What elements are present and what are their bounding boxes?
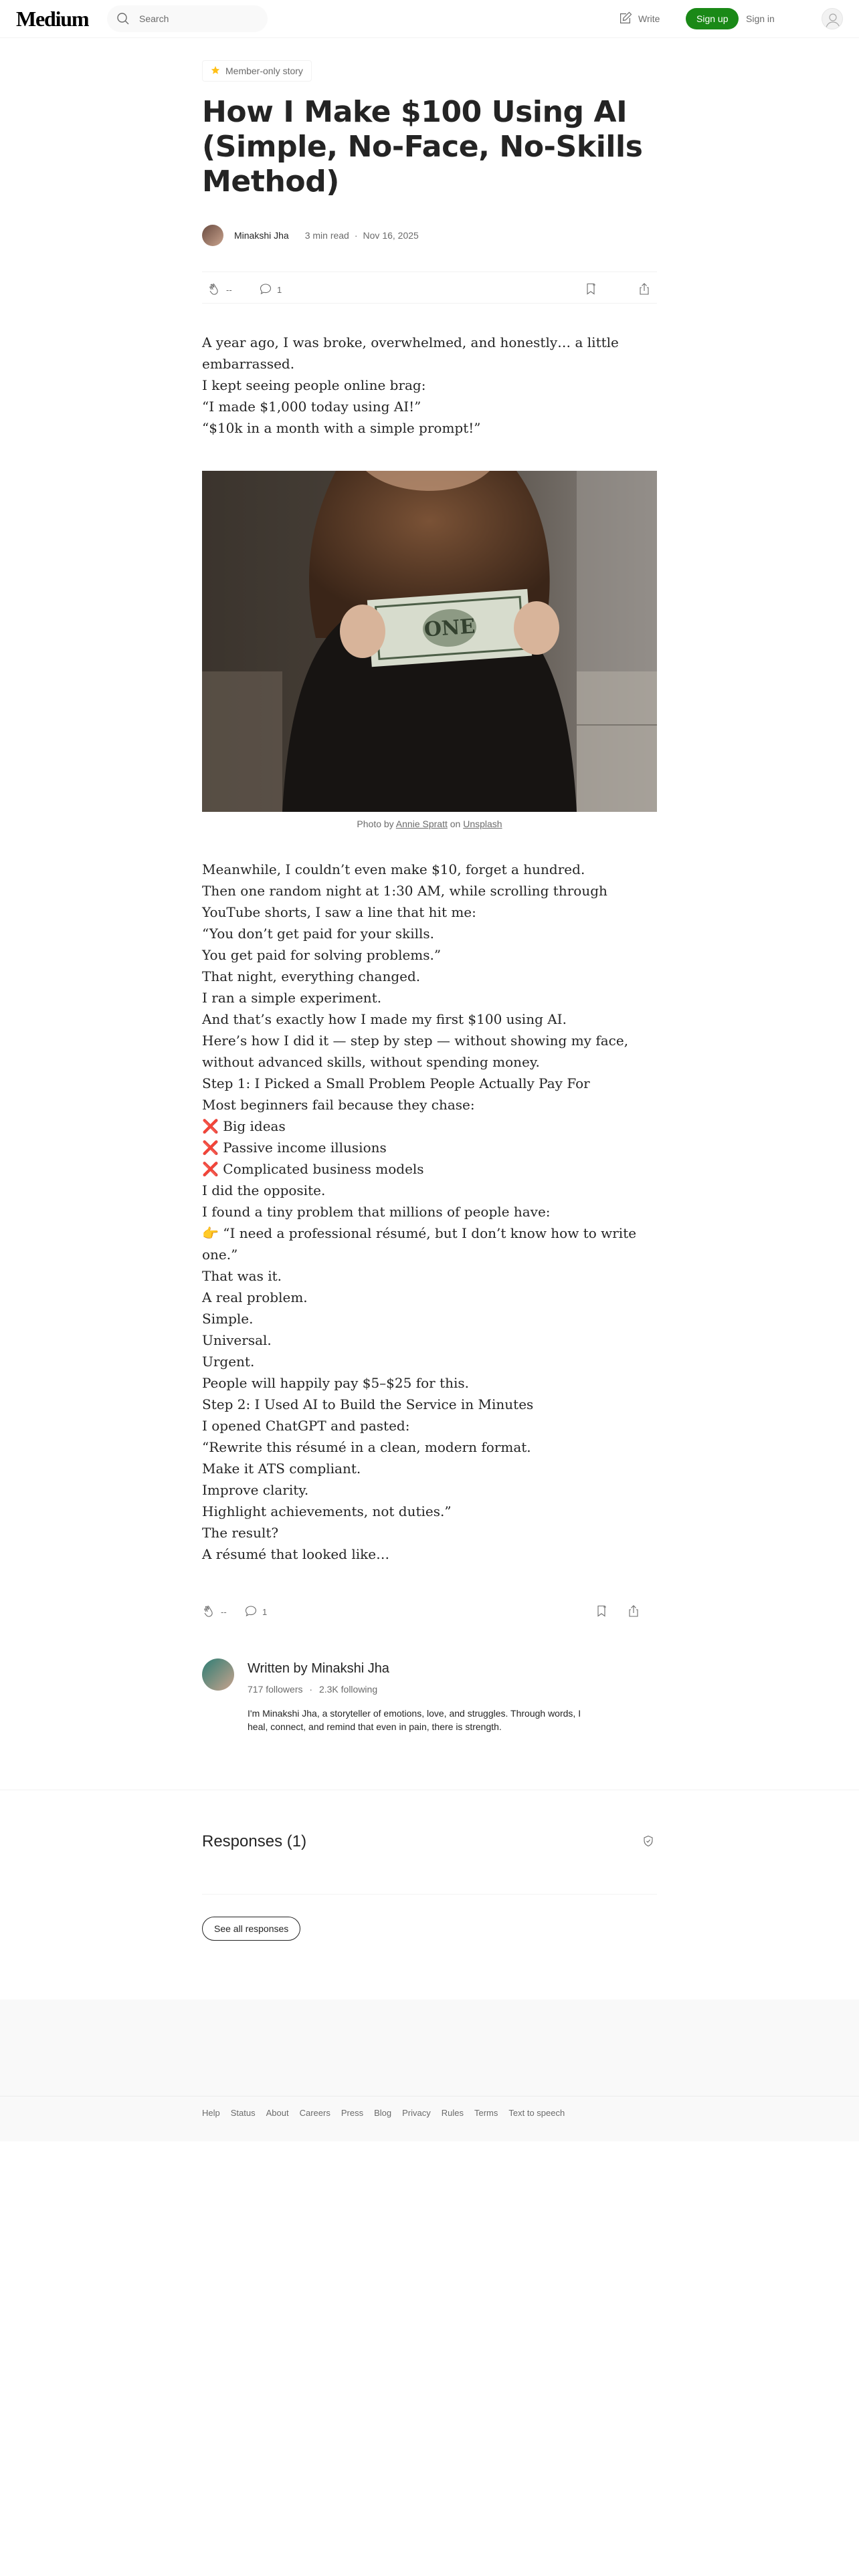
author-avatar[interactable] bbox=[202, 1658, 234, 1691]
paragraph: And that’s exactly how I made my first $100 using AI. bbox=[202, 1011, 567, 1027]
footer-link-status[interactable]: Status bbox=[230, 2108, 256, 2118]
paragraph: That night, everything changed. bbox=[202, 968, 421, 984]
bookmark-icon bbox=[594, 1604, 609, 1620]
footer-link-privacy[interactable]: Privacy bbox=[402, 2108, 431, 2118]
paragraph: Simple. bbox=[202, 1311, 254, 1327]
footer-divider bbox=[0, 2096, 859, 2097]
share-button[interactable] bbox=[626, 1604, 641, 1620]
paragraph: 👉 “I need a professional résumé, but I don’t know how to write one.” bbox=[202, 1225, 637, 1263]
paragraph: Then one random night at 1:30 AM, while scrolling through YouTube shorts, I saw a line that hit me: bbox=[202, 883, 607, 920]
clap-icon bbox=[202, 1604, 217, 1620]
dollar-bill bbox=[367, 589, 532, 667]
paragraph: Step 1: I Picked a Small Problem People Actually Pay For bbox=[202, 1075, 590, 1091]
paragraph: The result? bbox=[202, 1525, 279, 1541]
paragraph: Improve clarity. bbox=[202, 1482, 309, 1498]
caption-middle: on bbox=[447, 819, 464, 829]
search-icon bbox=[116, 12, 130, 29]
bookmark-button[interactable] bbox=[594, 1604, 609, 1620]
footer-link-about[interactable]: About bbox=[266, 2108, 289, 2118]
write-button[interactable] bbox=[618, 9, 660, 28]
comment-count: 1 bbox=[277, 285, 282, 295]
author-card bbox=[202, 1658, 657, 1752]
author-name[interactable]: Minakshi Jha bbox=[234, 230, 289, 241]
paragraph: A year ago, I was broke, overwhelmed, and honestly… a little embarrassed. bbox=[202, 334, 619, 372]
clap-icon bbox=[207, 282, 222, 298]
action-bar-bottom bbox=[202, 1594, 657, 1626]
paragraph: A résumé that looked like… bbox=[202, 1546, 390, 1562]
paragraph: Step 2: I Used AI to Build the Service in Minutes bbox=[202, 1396, 534, 1412]
paragraph: People will happily pay $5–$25 for this. bbox=[202, 1375, 470, 1391]
comment-icon bbox=[258, 282, 273, 298]
medium-logo[interactable]: Medium bbox=[16, 7, 89, 31]
paragraph: That was it. bbox=[202, 1268, 282, 1284]
article-photo bbox=[202, 471, 657, 812]
stats-separator: · bbox=[309, 1684, 313, 1695]
author-bio: I'm Minakshi Jha, a storyteller of emotions, love, and struggles. Through words, I heal, connect, and remind that even in pain, there is strength. bbox=[248, 1708, 581, 1732]
photo-caption bbox=[202, 819, 657, 829]
footer-link-text-to-speech[interactable]: Text to speech bbox=[508, 2108, 565, 2118]
comment-icon bbox=[244, 1604, 258, 1620]
paragraph: Meanwhile, I couldn’t even make $10, forget a hundred. bbox=[202, 861, 585, 877]
article-intro bbox=[202, 332, 657, 439]
clap-button[interactable] bbox=[202, 1604, 227, 1620]
paragraph: “$10k in a month with a simple prompt!” bbox=[202, 420, 481, 436]
paragraph: Here’s how I did it — step by step — without showing my face, without advanced skills, without spending money. bbox=[202, 1033, 629, 1070]
share-button[interactable] bbox=[637, 282, 652, 298]
photo-woman-holding-dollar bbox=[202, 471, 657, 812]
responses-divider bbox=[202, 1894, 657, 1895]
paragraph: “Rewrite this résumé in a clean, modern format. bbox=[202, 1439, 531, 1455]
footer-link-help[interactable]: Help bbox=[202, 2108, 220, 2118]
action-bar-top bbox=[202, 272, 657, 304]
comment-button[interactable] bbox=[258, 282, 282, 298]
share-icon bbox=[626, 1604, 641, 1620]
byline bbox=[202, 222, 657, 249]
member-only-badge bbox=[202, 60, 312, 82]
paragraph: “I made $1,000 today using AI!” bbox=[202, 399, 421, 415]
signin-link[interactable]: Sign in bbox=[746, 13, 775, 24]
footer-link-careers[interactable]: Careers bbox=[299, 2108, 330, 2118]
byline-separator: · bbox=[354, 230, 358, 241]
paragraph: ❌ Complicated business models bbox=[202, 1161, 424, 1177]
author-avatar[interactable] bbox=[202, 225, 223, 246]
article-body bbox=[202, 859, 657, 1565]
user-avatar-icon[interactable] bbox=[822, 8, 843, 29]
written-by-heading[interactable]: Written by Minakshi Jha bbox=[248, 1661, 389, 1676]
paragraph: Universal. bbox=[202, 1332, 272, 1348]
unsplash-link[interactable]: Unsplash bbox=[463, 819, 502, 829]
bookmark-button[interactable] bbox=[583, 282, 598, 298]
photographer-link[interactable]: Annie Spratt bbox=[395, 819, 448, 829]
following-count[interactable]: 2.3K following bbox=[318, 1684, 378, 1695]
top-nav bbox=[0, 0, 859, 38]
paragraph: A real problem. bbox=[202, 1289, 308, 1305]
paragraph: Make it ATS compliant. bbox=[202, 1461, 361, 1477]
clap-count: -- bbox=[221, 1607, 227, 1617]
member-only-label: Member-only story bbox=[225, 66, 303, 76]
paragraph: I kept seeing people online brag: bbox=[202, 377, 426, 393]
paragraph: “You don’t get paid for your skills. bbox=[202, 926, 435, 942]
read-time: 3 min read bbox=[304, 230, 349, 241]
clap-count: -- bbox=[226, 285, 232, 295]
share-icon bbox=[637, 282, 652, 298]
paragraph: I did the opposite. bbox=[202, 1182, 326, 1198]
paragraph: Most beginners fail because they chase: bbox=[202, 1097, 475, 1113]
paragraph: You get paid for solving problems.” bbox=[202, 947, 442, 963]
bookmark-icon bbox=[583, 282, 598, 298]
paragraph: Urgent. bbox=[202, 1354, 255, 1370]
comment-button[interactable] bbox=[244, 1604, 267, 1620]
footer-links bbox=[202, 2108, 565, 2118]
responses-heading: Responses (1) bbox=[202, 1832, 307, 1850]
comment-count: 1 bbox=[262, 1607, 268, 1617]
paragraph: I opened ChatGPT and pasted: bbox=[202, 1418, 410, 1434]
paragraph: I ran a simple experiment. bbox=[202, 990, 382, 1006]
paragraph: ❌ Big ideas bbox=[202, 1118, 286, 1134]
paragraph: I found a tiny problem that millions of people have: bbox=[202, 1204, 551, 1220]
caption-prefix: Photo by bbox=[357, 819, 396, 829]
article-title: How I Make $100 Using AI (Simple, No-Face, No-Skills Method) bbox=[202, 95, 643, 199]
footer-link-blog[interactable]: Blog bbox=[374, 2108, 392, 2118]
shield-icon[interactable] bbox=[642, 1835, 657, 1850]
footer-link-terms[interactable]: Terms bbox=[474, 2108, 498, 2118]
signup-button[interactable]: Sign up bbox=[686, 8, 739, 29]
followers-count[interactable]: 717 followers bbox=[248, 1684, 303, 1695]
write-label: Write bbox=[638, 13, 660, 24]
star-icon bbox=[211, 66, 220, 77]
publish-date: Nov 16, 2025 bbox=[363, 230, 419, 241]
author-stats bbox=[248, 1684, 377, 1695]
footer-link-press[interactable]: Press bbox=[341, 2108, 364, 2118]
footer bbox=[0, 2000, 859, 2141]
bill-denomination-text: ONE bbox=[423, 615, 476, 642]
clap-button[interactable] bbox=[207, 282, 232, 298]
see-all-responses-button[interactable]: See all responses bbox=[202, 1917, 300, 1941]
paragraph: ❌ Passive income illusions bbox=[202, 1140, 387, 1156]
footer-link-rules[interactable]: Rules bbox=[441, 2108, 464, 2118]
search-box[interactable] bbox=[107, 5, 268, 32]
paragraph: Highlight achievements, not duties.” bbox=[202, 1503, 452, 1519]
search-input[interactable]: Search bbox=[139, 13, 169, 24]
write-icon bbox=[618, 11, 633, 27]
